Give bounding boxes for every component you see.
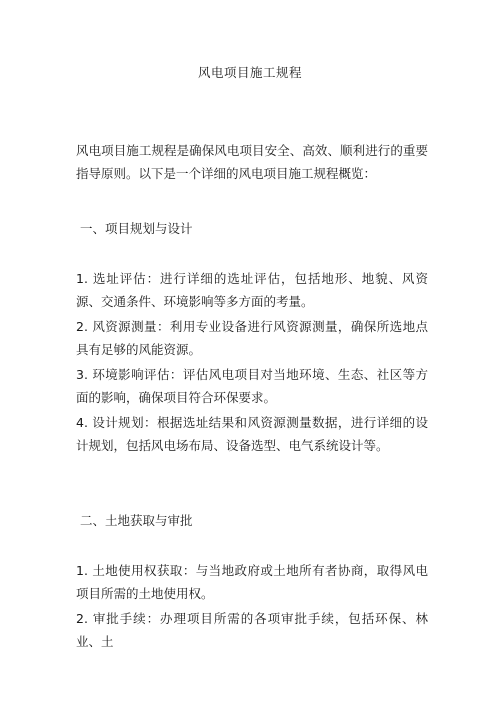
section-list-land [76,559,428,655]
list-item: 2. 审批手续：办理项目所需的各项审批手续，包括环保、林业、土 [76,611,428,649]
list-item: 1. 选址评估：进行详细的选址评估，包括地形、地貌、风资源、交通条件、环境影响等多方面的考量。 [76,271,428,309]
list-item: 3. 环境影响评估：评估风电项目对当地环境、生态、社区等方面的影响，确保项目符合环保要求。 [76,367,428,405]
list-item: 4. 设计规划：根据选址结果和风资源测量数据，进行详细的设计规划，包括风电场布局、设备选型、电气系统设计等。 [76,415,428,453]
intro-paragraph: 风电项目施工规程是确保风电项目安全、高效、顺利进行的重要指导原则。以下是一个详细的风电项目施工规程概览： [76,143,428,181]
section-heading-land: 二、土地获取与审批 [80,513,193,528]
document-title: 风电项目施工规程 [197,65,302,80]
list-item: 1. 土地使用权获取：与当地政府或土地所有者协商，取得风电项目所需的土地使用权。 [76,563,428,601]
list-item: 2. 风资源测量：利用专业设备进行风资源测量，确保所选地点具有足够的风能资源。 [76,319,428,357]
section-list-planning [76,267,428,459]
section-heading-planning: 一、项目规划与设计 [80,221,193,236]
